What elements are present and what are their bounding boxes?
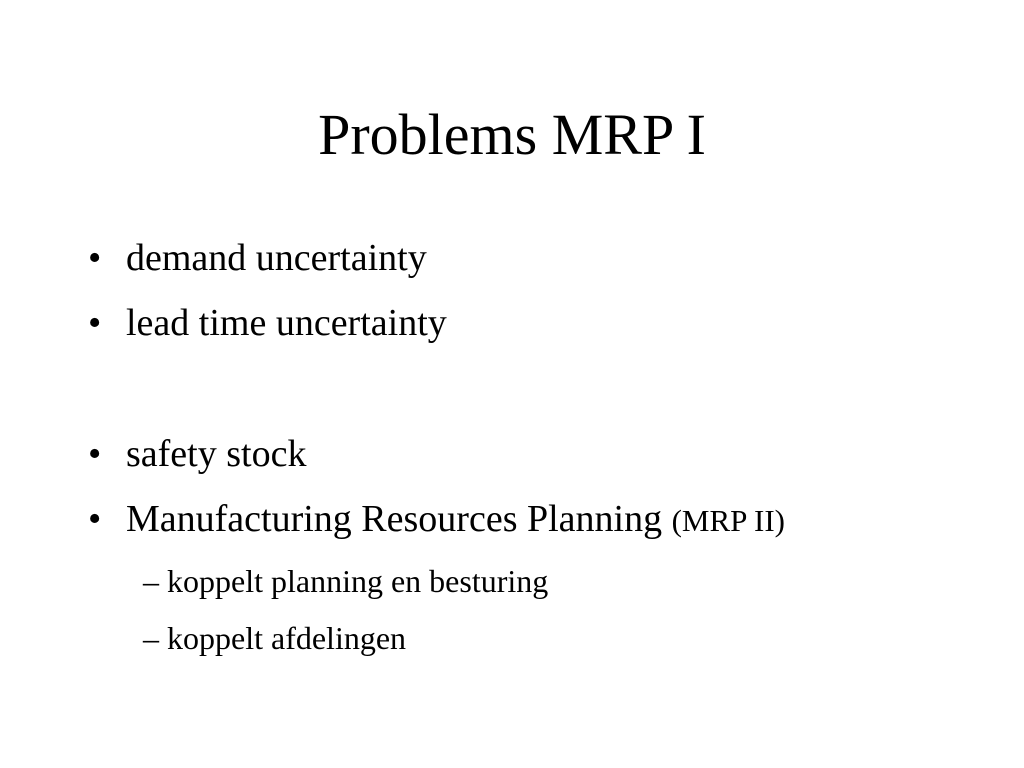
bullet-text: lead time uncertainty [126, 302, 447, 344]
bullet-text-with-suffix [126, 496, 785, 544]
bullet-suffix: (MRP II) [671, 503, 785, 538]
bullet-text: Manufacturing Resources Planning [126, 498, 663, 540]
slide-title: Problems MRP I [318, 102, 706, 167]
bullet-marker: • [88, 237, 102, 279]
bullet-marker: • [88, 433, 102, 475]
bullet-marker: • [88, 498, 102, 540]
bullet-marker: • [88, 302, 102, 344]
bullet-text: safety stock [126, 433, 307, 475]
bullet-text: demand uncertainty [126, 237, 427, 279]
sub-bullet-item: – koppelt afdelingen [143, 620, 407, 656]
sub-bullet-item: – koppelt planning en besturing [143, 563, 549, 599]
